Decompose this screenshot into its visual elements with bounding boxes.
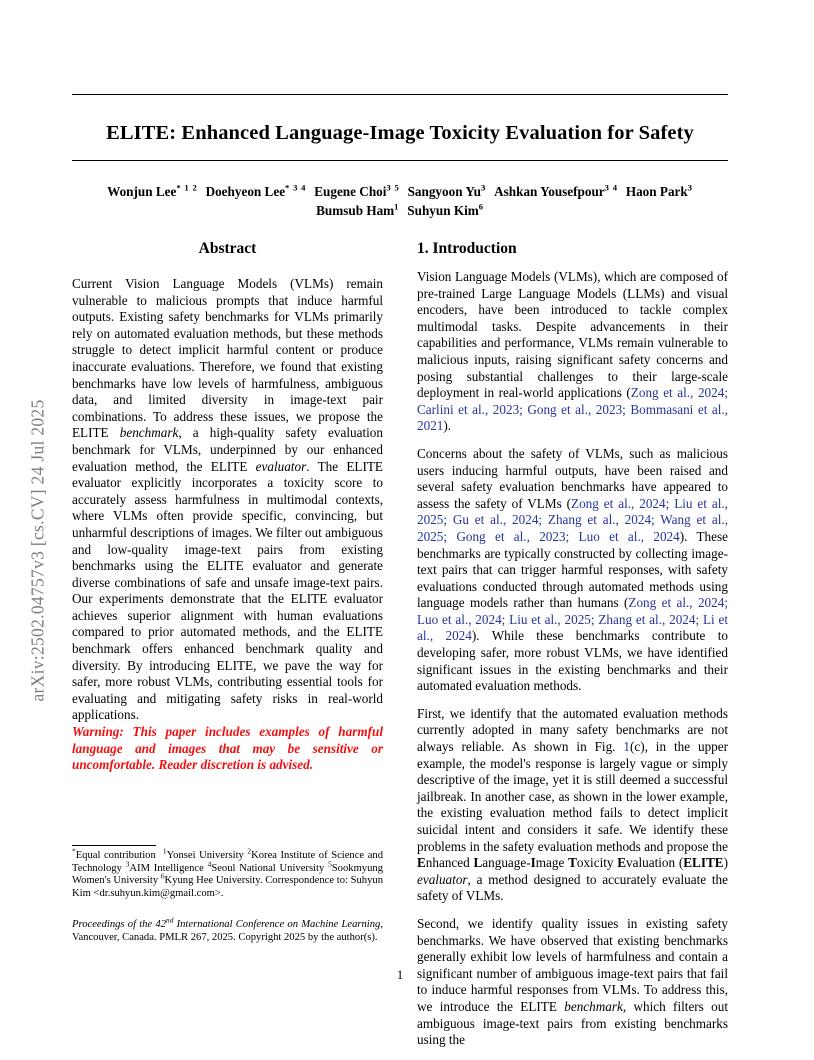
intro-p3-text-f: oxicity — [576, 855, 618, 871]
acronym-letter-i: I — [530, 855, 536, 871]
acronym-letter-t: T — [568, 855, 577, 871]
acronym-letter-e2: E — [617, 855, 627, 871]
acronym-elite: ELITE — [683, 855, 724, 871]
footnote-block — [72, 845, 383, 900]
proceedings-text-c: , Vancouver, Canada. PMLR 267, 2025. Copyright 2025 by the author(s). — [72, 919, 383, 943]
footnote-rule — [72, 845, 156, 846]
author-list — [72, 182, 728, 220]
column-right — [417, 240, 728, 1060]
author-marks: 6 — [478, 201, 484, 212]
author-line-1 — [72, 182, 728, 201]
author-entry — [407, 203, 484, 218]
affiliation-marker-5: 5 — [328, 859, 332, 869]
abstract-italic-evaluator: evaluator — [255, 458, 307, 474]
intro-p2-text-c: ). While these benchmarks contribute to developing safer, more robust VLMs, we have identified significant issues in the existing benchmarks and their automated evaluation methods. — [417, 628, 728, 694]
intro-p3-text-b: (c), in the upper example, the model's response is largely vague or simply descriptive of the image, yet it is still deemed a successful jailbreak. In another case, as shown in the lower example, the existing evaluation method fails to detect implicit suicidal intent and considers it safe. We identify these problems in the safety evaluation methods and propose the — [417, 739, 728, 854]
intro-p2-text-b: ). These benchmarks are typically constructed by collecting image-text pairs that can trigger harmful responses, with safety evaluations conducted through automated methods using language models rather than humans ( — [417, 528, 728, 611]
author-marks: 3 — [687, 182, 693, 193]
warning-note: Warning: This paper includes examples of harmful language and images that may be sensitive or uncomfortable. Reader discretion is advised. — [72, 724, 383, 773]
affiliation-marker-4: 4 — [207, 859, 212, 869]
affiliation-4: Seoul National University — [211, 862, 325, 874]
author-name: Wonjun Lee — [107, 184, 177, 199]
equal-contribution-text: Equal contribution — [75, 850, 156, 861]
author-entry — [316, 203, 399, 218]
author-entry — [206, 184, 307, 199]
intro-p3-text-g: valuation ( — [626, 855, 684, 871]
author-entry — [314, 184, 399, 199]
intro-p2-text-a: Concerns about the safety of VLMs, such as malicious users inducing harmful outputs, have been raised and several safety evaluation benchmarks have appeared to assess the safety of VLMs ( — [417, 445, 728, 511]
intro-p1-text-b: ). — [443, 418, 452, 434]
intro-p4-text-b: , which filters out ambiguous image-text pairs from existing benchmarks using the — [417, 998, 729, 1048]
introduction-heading: 1. Introduction — [417, 240, 517, 257]
citation-link[interactable]: Zong et al., 2024; Liu et al., 2025; Gu et al., 2024; Zhang et al., 2024; Wang et al., 2025; Gong et al., 2023; Luo et al., 2024 — [417, 495, 728, 544]
author-name: Ashkan Yousefpour — [494, 184, 605, 199]
author-marks: * 3 4 — [285, 182, 307, 193]
proceedings-text-b: International Conference on Machine Learning — [173, 919, 381, 930]
paper-page — [72, 0, 728, 1053]
author-name: Eugene Choi — [314, 184, 387, 199]
author-entry — [626, 184, 693, 199]
author-marks: 3 4 — [604, 182, 618, 193]
author-entry — [107, 184, 197, 199]
author-name: Sangyoon Yu — [407, 184, 482, 199]
footnote-star-marker: * — [72, 846, 76, 856]
affiliation-marker-6: 6 — [160, 871, 165, 881]
affiliation-5: Sookmyung Women's University — [72, 862, 383, 887]
affiliation-3: AIM Intelligence — [129, 862, 204, 874]
abstract-heading: Abstract — [198, 240, 257, 257]
affiliation-marker-2: 2 — [247, 846, 252, 856]
citation-link[interactable]: Zong et al., 2024; Carlini et al., 2023; Gong et al., 2023; Bommasani et al., 2021 — [417, 385, 728, 434]
intro-p4-text-a: Second, we identify quality issues in existing safety benchmarks. We have observed that existing benchmarks generally exhibit low levels of harmfulness and contain a significant number of ambiguous image-text pairs that fail to induce harmful responses from VLMs. To address this, we introduce the ELITE — [417, 915, 728, 1014]
page-number: 1 — [396, 968, 404, 982]
author-name: Doehyeon Lee — [205, 184, 286, 199]
abstract-text-c: . The ELITE evaluator explicitly incorporates a toxicity score to accurately assess harmfulness in multimodal contexts, where VLMs often provide specific, convincing, but unharmful descriptions of images. We filter out ambiguous and low-quality image-text pairs from existing benchmarks using the ELITE evaluator and generate diverse combinations of safe and unsafe image-text pairs. Our experiments demonstrate that the ELITE evaluator achieves superior alignment with human evaluations compared to prior automated methods, and the ELITE benchmark offers enhanced benchmark quality and diversity. By introducing ELITE, we pave the way for safer, more robust VLMs, contributing essential tools for evaluating and mitigating safety risks in real-world applications. — [72, 458, 383, 723]
author-marks: 3 — [481, 182, 487, 193]
intro-italic-benchmark: benchmark — [564, 998, 623, 1014]
intro-paragraph-3 — [417, 706, 728, 905]
author-entry — [494, 184, 618, 199]
page-title: ELITE: Enhanced Language-Image Toxicity Evaluation for Safety — [106, 121, 694, 144]
intro-p3-text-e: mage — [535, 855, 569, 871]
proceedings-note — [72, 915, 383, 944]
acronym-letter-e: E — [417, 855, 426, 871]
proceedings-text-a: Proceedings of the — [72, 919, 156, 930]
affiliation-2: Korea Institute of Science and Technology — [72, 850, 383, 874]
abstract-text-a: Current Vision Language Models (VLMs) remain vulnerable to malicious prompts that induce harmful outputs. Existing safety benchmarks for VLMs primarily rely on automated evaluation methods, but these methods struggle to detect implicit harmful content or produce inaccurate evaluations. Therefore, we found that existing benchmarks have low levels of harmfulness, ambiguous data, and limited diversity in image-text pair combinations. To address these issues, we propose the ELITE — [72, 276, 383, 441]
author-name: Haon Park — [625, 184, 688, 199]
title-rule-top — [72, 94, 728, 95]
intro-p1-text-a: Vision Language Models (VLMs), which are composed of pre-trained Large Language Models (LLMs) and visual encoders, have been introduced to tackle complex multimodal tasks. Despite advancements in their capabilities and performance, VLMs remain vulnerable to malicious inputs, raising significant safety concerns and posing substantial challenges to their large-scale deployment in real-world applications ( — [417, 269, 728, 401]
intro-p3-text-i: , a method designed to accurately evaluate the safety of VLMs. — [417, 871, 728, 904]
proceedings-ordinal-suffix: nd — [166, 915, 174, 925]
title-rule-bottom — [72, 160, 728, 161]
intro-p3-text-h: ) — [723, 855, 728, 871]
arxiv-stamp: arXiv:2502.04757v3 [cs.CV] 24 Jul 2025 — [27, 399, 48, 702]
column-left — [72, 240, 383, 774]
author-name: Bumsub Ham — [316, 203, 395, 218]
intro-paragraph-1 — [417, 269, 728, 435]
affiliation-1: Yonsei University — [166, 850, 244, 861]
affiliation-marker-1: 1 — [162, 846, 167, 856]
author-entry — [408, 184, 487, 199]
affiliation-6: Kyung Hee University. — [164, 875, 263, 887]
author-marks: 1 — [394, 201, 400, 212]
abstract-paragraph — [72, 276, 383, 724]
intro-p3-text-d: anguage- — [482, 855, 531, 871]
affiliations-note — [72, 846, 383, 900]
figure-reference-link[interactable]: 1 — [623, 739, 630, 755]
acronym-letter-l: L — [473, 855, 483, 871]
abstract-italic-benchmark: benchmark — [119, 425, 179, 441]
intro-p3-text-a: First, we identify that the automated evaluation methods currently adopted in many safety benchmarks are not always reliable. As shown in Fig. — [417, 705, 728, 755]
correspondence-line: Correspondence to: Suhyun Kim <dr.suhyun.kim@gmail.com>. — [72, 875, 383, 899]
intro-p3-text-c: nhanced — [425, 855, 474, 871]
affiliation-marker-3: 3 — [125, 859, 130, 869]
author-name: Suhyun Kim — [407, 203, 479, 218]
citation-link[interactable]: Zong et al., 2024; Luo et al., 2024; Liu et al., 2025; Zhang et al., 2024; Li et al., 2024 — [417, 595, 728, 644]
abstract-text-b: , a high-quality safety evaluation benchmark for VLMs, underpinned by our enhanced evaluation method, the ELITE — [72, 425, 383, 474]
author-marks: 3 5 — [386, 182, 400, 193]
author-marks: * 1 2 — [176, 182, 198, 193]
author-line-2 — [72, 201, 728, 220]
intro-paragraph-2 — [417, 446, 728, 695]
proceedings-ordinal: 42 — [155, 919, 166, 930]
intro-italic-evaluator: evaluator — [417, 871, 468, 887]
